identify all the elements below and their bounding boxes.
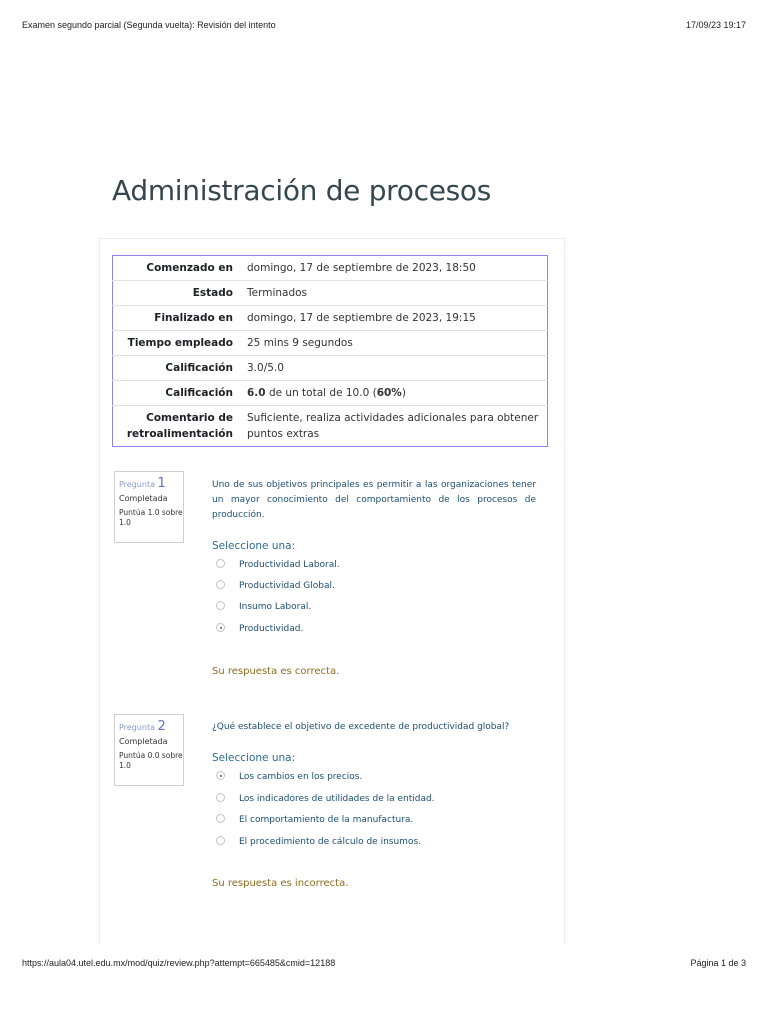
- grade-close: ): [401, 387, 406, 399]
- summary-value: 25 mins 9 segundos: [247, 337, 353, 349]
- radio-checked-icon[interactable]: [216, 771, 225, 780]
- summary-label: Comentario de retroalimentación: [126, 412, 233, 440]
- summary-label: Finalizado en: [154, 312, 233, 324]
- question-1-info: [114, 471, 184, 543]
- radio-icon[interactable]: [216, 580, 225, 589]
- question-1-option-b[interactable]: [216, 579, 335, 593]
- option-label: El procedimiento de cálculo de insumos.: [239, 837, 421, 847]
- option-label: El comportamiento de la manufactura.: [239, 815, 414, 825]
- question-number-value: 2: [157, 719, 166, 734]
- grade-text: de un total de 10.0 (: [265, 387, 377, 399]
- question-1-prompt: Seleccione una:: [212, 540, 296, 552]
- page-title: Administración de procesos: [112, 174, 492, 207]
- summary-value: Terminados: [247, 287, 308, 299]
- attempt-summary-table: [112, 255, 548, 447]
- summary-label: Calificación: [165, 362, 233, 374]
- question-1-option-c[interactable]: [216, 600, 311, 614]
- option-label: Los cambios en los precios.: [239, 772, 363, 782]
- radio-icon[interactable]: [216, 559, 225, 568]
- print-header: [22, 20, 746, 34]
- question-1-feedback: Su respuesta es correcta.: [212, 666, 340, 677]
- question-1-option-d[interactable]: [216, 622, 303, 636]
- question-state: Completada: [119, 737, 168, 746]
- question-grade: Puntúa 1.0 sobre 1.0: [119, 508, 183, 527]
- question-label: Pregunta: [119, 723, 155, 732]
- summary-value: [241, 381, 548, 406]
- quiz-review-content: [99, 238, 565, 944]
- option-label: Productividad.: [239, 624, 304, 634]
- summary-label: Tiempo empleado: [127, 337, 233, 349]
- question-1-text: Uno de sus objetivos principales es permitir a las organizaciones tener un mayor conocimiento del comportamiento de los procesos de producción.: [212, 480, 536, 520]
- question-2-prompt: Seleccione una:: [212, 752, 296, 764]
- page-number: Página 1 de 3: [690, 958, 746, 968]
- summary-label: Comenzado en: [146, 262, 233, 274]
- print-header-datetime: 17/09/23 19:17: [685, 20, 746, 30]
- question-label: Pregunta: [119, 480, 155, 489]
- question-2-option-a[interactable]: [216, 770, 362, 784]
- question-2-option-d[interactable]: [216, 835, 421, 849]
- option-label: Productividad Global.: [239, 581, 335, 591]
- print-footer: [22, 958, 746, 972]
- radio-icon[interactable]: [216, 601, 225, 610]
- question-number-value: 1: [157, 476, 166, 491]
- summary-value: domingo, 17 de septiembre de 2023, 18:50: [247, 262, 476, 274]
- summary-value: domingo, 17 de septiembre de 2023, 19:15: [247, 312, 476, 324]
- grade-score: 6.0: [247, 387, 266, 399]
- summary-value: 3.0/5.0: [247, 362, 284, 374]
- grade-percent: 60%: [376, 387, 402, 399]
- summary-row-time-taken: [113, 331, 548, 356]
- radio-icon[interactable]: [216, 814, 225, 823]
- radio-icon[interactable]: [216, 836, 225, 845]
- summary-row-started: [113, 256, 548, 281]
- summary-value: Suficiente, realiza actividades adicionales para obtener puntos extras: [247, 412, 539, 440]
- question-2-text: ¿Qué establece el objetivo de excedente de productividad global?: [212, 722, 510, 732]
- question-number: [119, 476, 183, 491]
- summary-row-state: [113, 281, 548, 306]
- question-grade: Puntúa 0.0 sobre 1.0: [119, 751, 183, 770]
- question-2-feedback: Su respuesta es incorrecta.: [212, 878, 349, 889]
- question-2-option-c[interactable]: [216, 813, 413, 827]
- summary-row-grade: [113, 381, 548, 406]
- summary-row-feedback: [113, 406, 548, 447]
- option-label: Insumo Laboral.: [239, 602, 312, 612]
- radio-icon[interactable]: [216, 793, 225, 802]
- option-label: Productividad Laboral.: [239, 560, 340, 570]
- question-number: [119, 719, 183, 734]
- print-header-title: Examen segundo parcial (Segunda vuelta): Revisión del intento: [22, 20, 276, 30]
- radio-checked-icon[interactable]: [216, 623, 225, 632]
- page-url: https://aula04.utel.edu.mx/mod/quiz/review.php?attempt=665485&cmid=12188: [22, 958, 336, 968]
- summary-label: Estado: [192, 287, 233, 299]
- question-state: Completada: [119, 494, 168, 503]
- option-label: Los indicadores de utilidades de la entidad.: [239, 794, 435, 804]
- question-1-option-a[interactable]: [216, 558, 340, 572]
- question-2-info: [114, 714, 184, 786]
- question-2-option-b[interactable]: [216, 792, 435, 806]
- summary-row-marks: [113, 356, 548, 381]
- summary-label: Calificación: [165, 387, 233, 399]
- summary-row-finished: [113, 306, 548, 331]
